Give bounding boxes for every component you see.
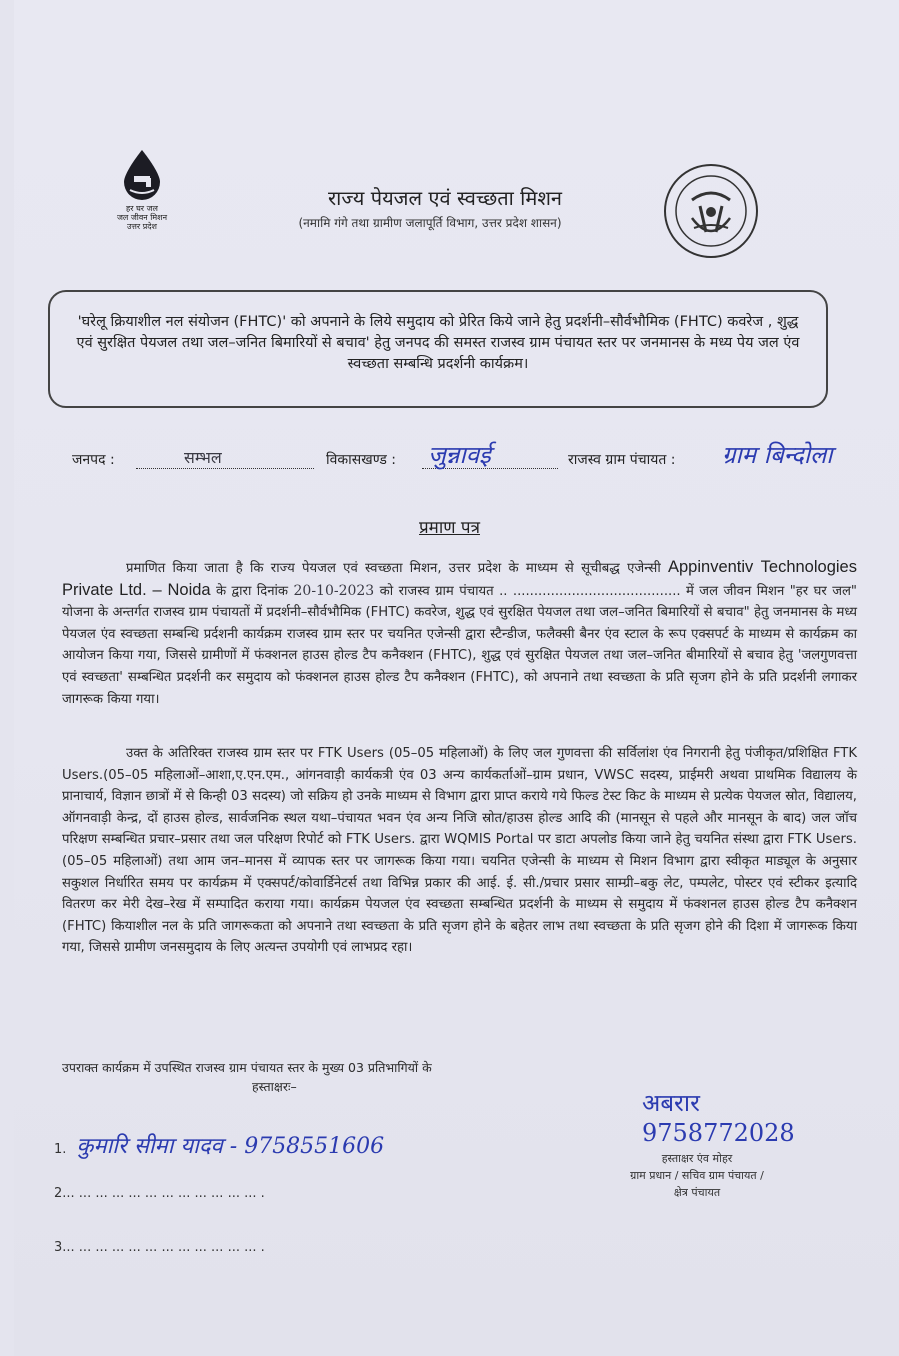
agency-name: Appinventiv Technologies Private Ltd. – Noida [62,558,857,599]
panchayat-value: ग्राम बिन्दोला [722,441,833,469]
district-field-line [136,446,314,469]
paragraph-1-panchayat: को राजस्व ग्राम पंचायत .. [379,583,508,599]
district-label: जनपद : [72,452,115,468]
certificate-title-text: प्रमाण पत्र [419,518,480,538]
signature-caption-1: हस्ताक्षर एंव मोहर [661,1152,733,1165]
signature-1-value: कुमारि सीमा यादव - 9758551606 [76,1134,385,1159]
logo-caption-2: जल जीवन मिशन [116,213,168,222]
paragraph-1-intro: प्रमाणित किया जाता है कि राज्य पेयजल एवं स्वच्छता मिशन, उत्तर प्रदेश के माध्यम से सूचीबद्ध एजेन्सी [126,561,661,576]
water-drop-icon [120,148,164,200]
participants-line-2: हस्ताक्षरः– [252,1079,297,1094]
pradhan-signature-name: अबरार [642,1089,700,1117]
signature-line-2: 2... ... ... ... ... ... ... ... ... ... ... ... . [54,1186,265,1201]
signature-caption-3: क्षेत्र पंचायत [673,1186,721,1199]
paragraph-1-by-date: के द्वारा दिनांक [216,583,289,599]
organization-subtitle: (नमामि गंगे तथा ग्रामीण जलापूर्ति विभाग, उत्तर प्रदेश शासन) [298,216,562,230]
block-label: विकासखण्ड : [326,452,397,468]
district-value: सम्भल [184,448,222,467]
participants-heading [62,1058,582,1096]
organization-title: राज्य पेयजल एवं स्वच्छता मिशन [327,186,563,210]
panchayat-label: राजस्व ग्राम पंचायत : [568,452,676,468]
certificate-title [0,515,899,538]
certificate-paragraph-2 [62,743,857,959]
program-title-box [48,290,828,408]
program-date: 20-10-2023 [293,582,375,599]
participants-line-1: उपराक्त कार्यक्रम में उपस्थित राजस्व ग्राम पंचायत स्तर के मुख्य 03 प्रतिभागियों के [62,1060,432,1075]
paragraph-1-body: ........................................ में जल जीवन मिशन "हर घर जल" योजना के अन्तर्गत राजस्व ग्राम पंचायतों में प्रदर्शनी–सौर्वभौमिक (FHTC) कवरेज, शुद्ध एवं सुरक्षित पेयजल तथा जल–जनित बिमारियों से बचाव" हेतु जनमानस के मध्य पेयजल एंव स्वच्छता सम्बन्धि प्रर्दशनी कार्यक्रम राजस्व ग्राम स्तर पर चयनित एजेन्सी द्वारा स्टैन्डीज, फलैक्सी बैनर एंव स्टाल के रूप एक्सपर्ट के माध्यम से कार्यक्रम का आयोजन किया गया, जिससे ग्रामीणों में फंक्शनल हाउस होल्ड टैप कनैक्शन (FHTC), शुद्ध एवं सुरक्षित पेयजल तथा जल–जनित बीमारियों से बचाव हेतु 'जलगुणवत्ता एवं स्वच्छता' सम्बन्धित प्रदर्शनी कर समुदाय को फंक्शनल हाउस होल्ड टैप कनैक्शन (FHTC), को अपनाने तथा स्वच्छता के प्रति सृजग होने के प्रति प्रदर्शनी लगाकर जागरूक किया गया। [62,583,857,707]
certificate-paragraph-1 [62,557,857,710]
har-ghar-jal-logo [100,148,184,238]
signature-caption [592,1150,802,1201]
signature-caption-2: ग्राम प्रधान / सचिव ग्राम पंचायत / [630,1169,764,1182]
paragraph-2-body: उक्त के अतिरिक्त राजस्व ग्राम स्तर पर FTK Users (05–05 महिलाओं) के लिए जल गुणवत्ता की सर्विलांश एंव निगरानी हेतु पंजीकृत/प्रशिक्षित FTK Users.(05–05 महिलाओं–आशा,ए.एन.एम., आंगनवाड़ी कार्यकत्री एंव 03 अन्य कार्यकर्ताओं–ग्राम प्रधान, VWSC सदस्य, प्राईमरी अथवा प्राथमिक विद्यालय के प्रानाचार्य, विज्ञान छात्रों में से किन्ही 03 सदस्य) जो सक्रिय हो उनके माध्यम से विभाग द्वारा प्राप्त कराये गये फिल्ड टेस्ट किट के माध्यम से प्रत्येक पेयजल स्रोत, विद्यालय, ऑगनवाड़ी केन्द्र, दों हाउस होल्ड, सार्वजनिक स्थल यथा–पंचायत भवन एंव अन्य निजि स्रोत/हाउस होल्ड आदि की (मानसून से पहले और मानसून के बाद) जल जॉच परिक्षण सम्बन्धित प्रचार–प्रसार तथा जल परिक्षण रिपोर्ट को FTK Users. द्वारा WQMIS Portal पर डाटा अपलोड किया जाने हेतु चयनित संस्था द्वारा FTK Users.(05–05 महिलाओं) तथा आम जन–मानस में व्यापक स्तर पर जागरूक किया गया। चयनित एजेन्सी के माध्यम से मिशन विभाग द्वारा स्वीकृत माड्यूल के अनुसार सकुशल निर्धारित समय पर कार्यक्रम में एक्सपर्ट/कोवार्डिनेटर्स तथा विभिन्न प्रकार की आई. ई. सी./प्रचार प्रसार साम्ग्री–बकु लेट, पम्पलेट, पोस्टर एवं स्टीकर इत्यादि वितरण कर मेरी देख–रेख में सम्पादित कराया गया। कार्यक्रम पेयजल एंव स्वच्छता सम्बन्धित प्रदर्शनी के माध्यम से समुदाय में फंक्शनल हाउस होल्ड टैप कनैक्शन (FHTC) कियाशील नल के प्रति जागरूकता को अपनाने तथा स्वच्छता के प्रति सृजग होने के बहेतर लाभ तथा स्वच्छता के प्रति सृजग होने की दिशा में जागरूक किया गया, जिससे ग्रामीण जनसमुदाय के लिए अत्यन्त उपयोगी एवं लाभप्रद रहा। [62,746,857,956]
pradhan-signature-phone: 9758772028 [642,1119,795,1147]
signature-1-number: 1. [54,1142,67,1157]
program-title-text: 'घरेलू क्रियाशील नल संयोजन (FHTC)' को अपनाने के लिये समुदाय को प्रेरित किये जाने हेतु प्रदर्शनी–सौर्वभौमिक (FHTC) कवरेज , शुद्ध एवं सुरक्षित पेयजल तथा जल–जनित बिमारियों से बचाव' हेतु जनपद की समस्त राजस्व ग्राम पंचायत स्तर पर जनमानस के मध्य पेय जल एंव स्वच्छता सम्बन्धि प्रदर्शनी कार्यक्रम। [76,314,800,372]
signature-line-1 [54,1130,384,1160]
logo-caption-3: उत्तर प्रदेश [127,222,157,231]
logo-caption-1: हर घर जल [126,204,158,213]
block-value: जुन्नावई [428,441,491,469]
signature-line-3: 3... ... ... ... ... ... ... ... ... ... ... ... . [54,1240,265,1255]
pradhan-signature [642,1088,882,1148]
up-government-seal-icon [662,162,760,260]
